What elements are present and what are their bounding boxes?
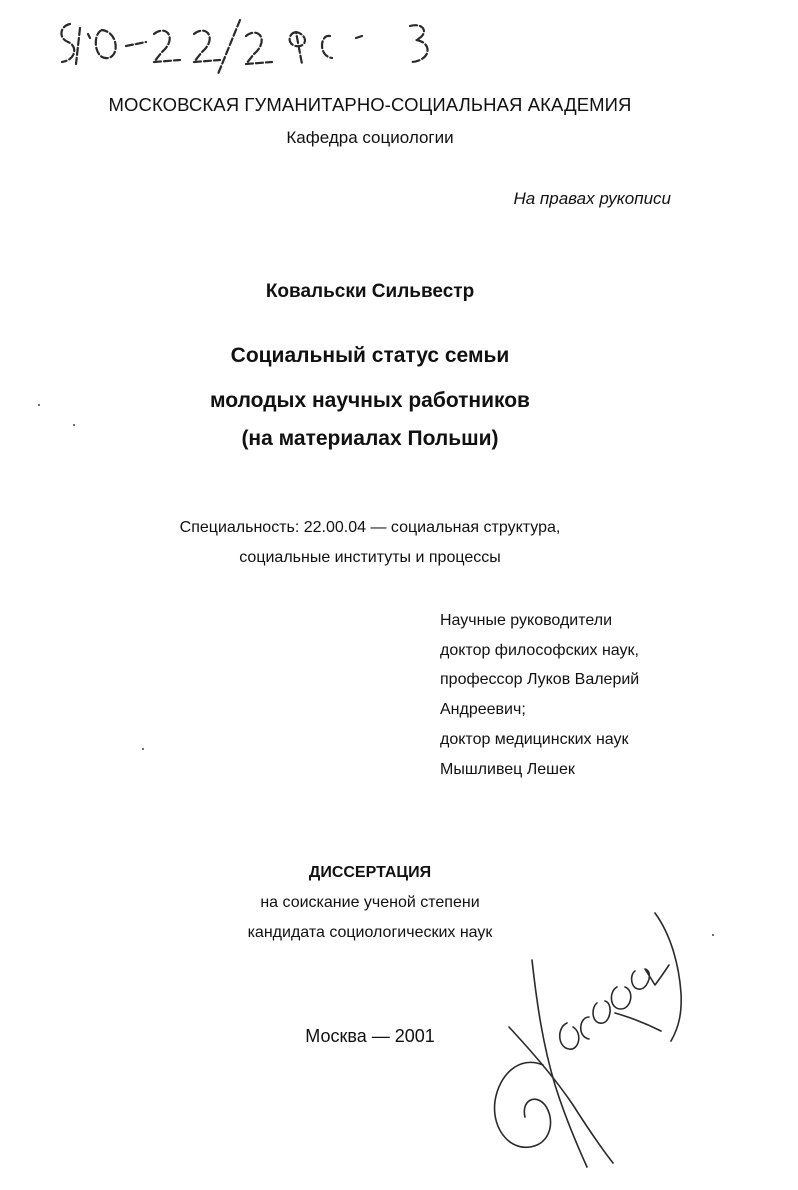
manuscript-note: На правах рукописи [513,189,671,208]
degree-type: ДИССЕРТАЦИЯ [308,864,432,881]
scan-speck [38,404,40,406]
dissertation-title-line-3: (на материалах Польши) [241,427,499,450]
dissertation-title-line-2: молодых научных работников [210,389,530,412]
supervisors-line: доктор философских наук, [440,641,639,659]
supervisors-line: Андреевич; [440,701,526,719]
supervisors-line: Мышливец Лешек [440,760,575,778]
author-name: Ковальски Сильвестр [265,281,475,302]
handwritten-archive-number [50,12,510,82]
scan-speck [142,748,144,750]
supervisors-line: профессор Луков Валерий [440,671,640,689]
supervisors-block [440,606,639,784]
supervisors-line: доктор медицинских наук [440,730,629,748]
department-name: Кафедра социологии [286,128,454,147]
degree-line-2: кандидата социологических наук [247,924,493,941]
handwritten-signature [485,905,700,1185]
scan-speck [712,934,714,936]
specialty-line-2: социальные институты и процессы [239,549,501,566]
scan-speck [73,424,75,426]
city-year: Москва — 2001 [305,1026,435,1046]
degree-line-1: на соискание ученой степени [260,894,480,911]
supervisors-line: Научные руководители [440,612,613,629]
specialty-line-1: Специальность: 22.00.04 — социальная структура, [179,519,561,536]
academy-name: МОСКОВСКАЯ ГУМАНИТАРНО-СОЦИАЛЬНАЯ АКАДЕМИЯ [108,94,632,115]
dissertation-title-line-1: Социальный статус семьи [230,344,510,367]
